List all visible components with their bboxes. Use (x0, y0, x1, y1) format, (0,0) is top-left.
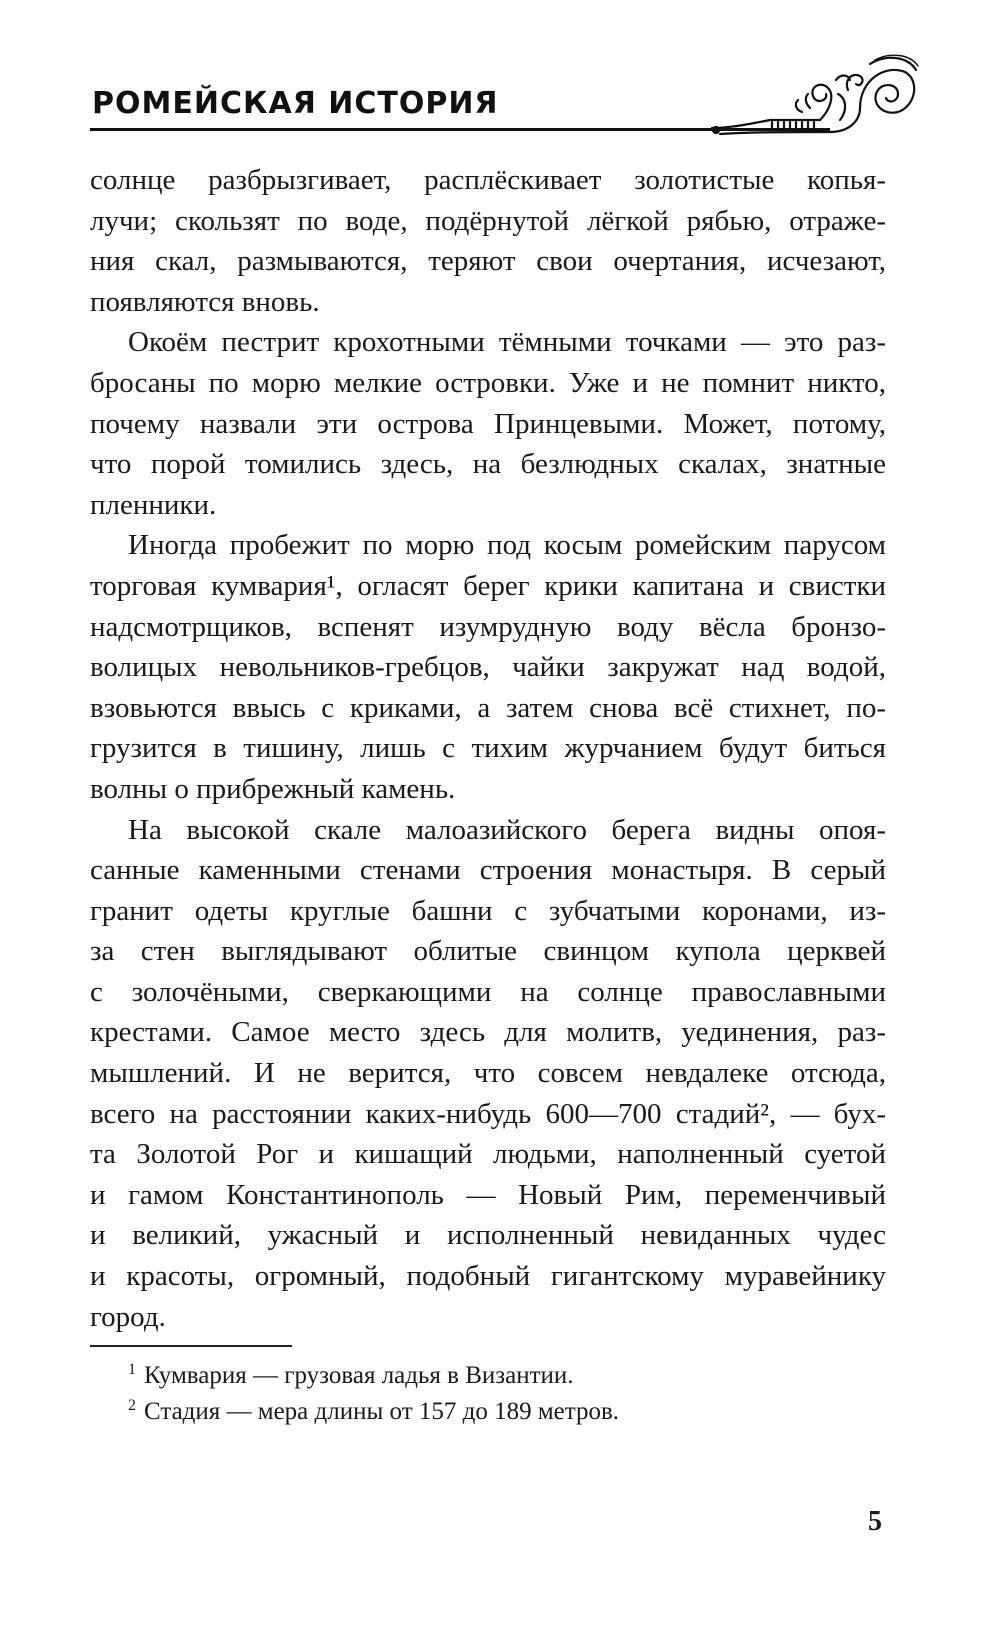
text-line: и великий, ужасный и исполненный невиданных чудес (90, 1219, 886, 1252)
text-line: солнце разбрызгивает, расплёскивает золотистые копья- (90, 164, 886, 196)
text-line: пленники. (90, 488, 217, 521)
text-line: ния скал, размываются, теряют свои очертания, исчезают, (90, 245, 886, 278)
text-line: крестами. Самое место здесь для молитв, уединения, раз- (90, 1016, 886, 1049)
text-line: волны о прибрежный камень. (90, 772, 456, 805)
footnote-text: Кумвария — грузовая ладья в Византии. (144, 1362, 574, 1389)
running-title: РОМЕЙСКАЯ ИСТОРИЯ (92, 86, 499, 121)
text-line: надсмотрщиков, вспенят изумрудную воду вёсла бронзо- (90, 610, 886, 643)
text-line: появляются вновь. (90, 285, 320, 318)
scroll-ornament-icon (710, 50, 920, 140)
text-line: что порой томились здесь, на безлюдных скалах, знатные (90, 448, 886, 481)
text-line: грузится в тишину, лишь с тихим журчанием будут биться (90, 732, 886, 765)
text-line: та Золотой Рог и кишащий людьми, наполненный суетой (90, 1138, 886, 1171)
text-line: Окоём пестрит крохотными тёмными точками — это раз- (128, 326, 886, 359)
text-line: всего на расстоянии каких-нибудь 600—700 стадий², — бух- (90, 1097, 886, 1130)
text-line: На высокой скале малоазийского берега видны опоя- (128, 813, 886, 846)
text-line: с золочёными, сверкающими на солнце православными (90, 975, 886, 1008)
text-line: и гамом Константинополь — Новый Рим, переменчивый (90, 1178, 886, 1211)
text-line: взовьются ввысь с криками, а затем снова всё стихнет, по- (90, 691, 886, 724)
text-line: мышлений. И не верится, что совсем невдалеке отсюда, (90, 1057, 886, 1090)
footnotes (90, 1358, 890, 1430)
text-line: торговая кумвария¹, огласят берег крики капитана и свистки (90, 569, 886, 602)
page-number: 5 (868, 1506, 882, 1537)
body-text (90, 160, 886, 1337)
text-line: город. (90, 1300, 166, 1333)
text-line: санные каменными стенами строения монастыря. В серый (90, 854, 886, 887)
running-head (90, 80, 910, 140)
footnote (90, 1394, 890, 1430)
text-line: бросаны по морю мелкие островки. Уже и не помнит никто, (90, 366, 886, 399)
footnote (90, 1358, 890, 1394)
text-line: Иногда пробежит по морю под косым ромейским парусом (128, 529, 886, 562)
footnote-rule (90, 1345, 292, 1347)
text-line: за стен выглядывают облитые свинцом купола церквей (90, 935, 886, 968)
footnote-mark: 1 (128, 1360, 136, 1378)
text-line: гранит одеты круглые башни с зубчатыми коронами, из- (90, 894, 886, 927)
text-line: волицых невольников-гребцов, чайки закружат над водой, (90, 651, 886, 684)
text-line: почему назвали эти острова Принцевыми. Может, потому, (90, 407, 886, 440)
text-line: лучи; скользят по воде, подёрнутой лёгкой рябью, отраже- (90, 204, 886, 237)
footnote-mark: 2 (128, 1396, 136, 1414)
footnote-text: Стадия — мера длины от 157 до 189 метров. (144, 1398, 620, 1425)
text-line: и красоты, огромный, подобный гигантскому муравейнику (90, 1260, 886, 1293)
